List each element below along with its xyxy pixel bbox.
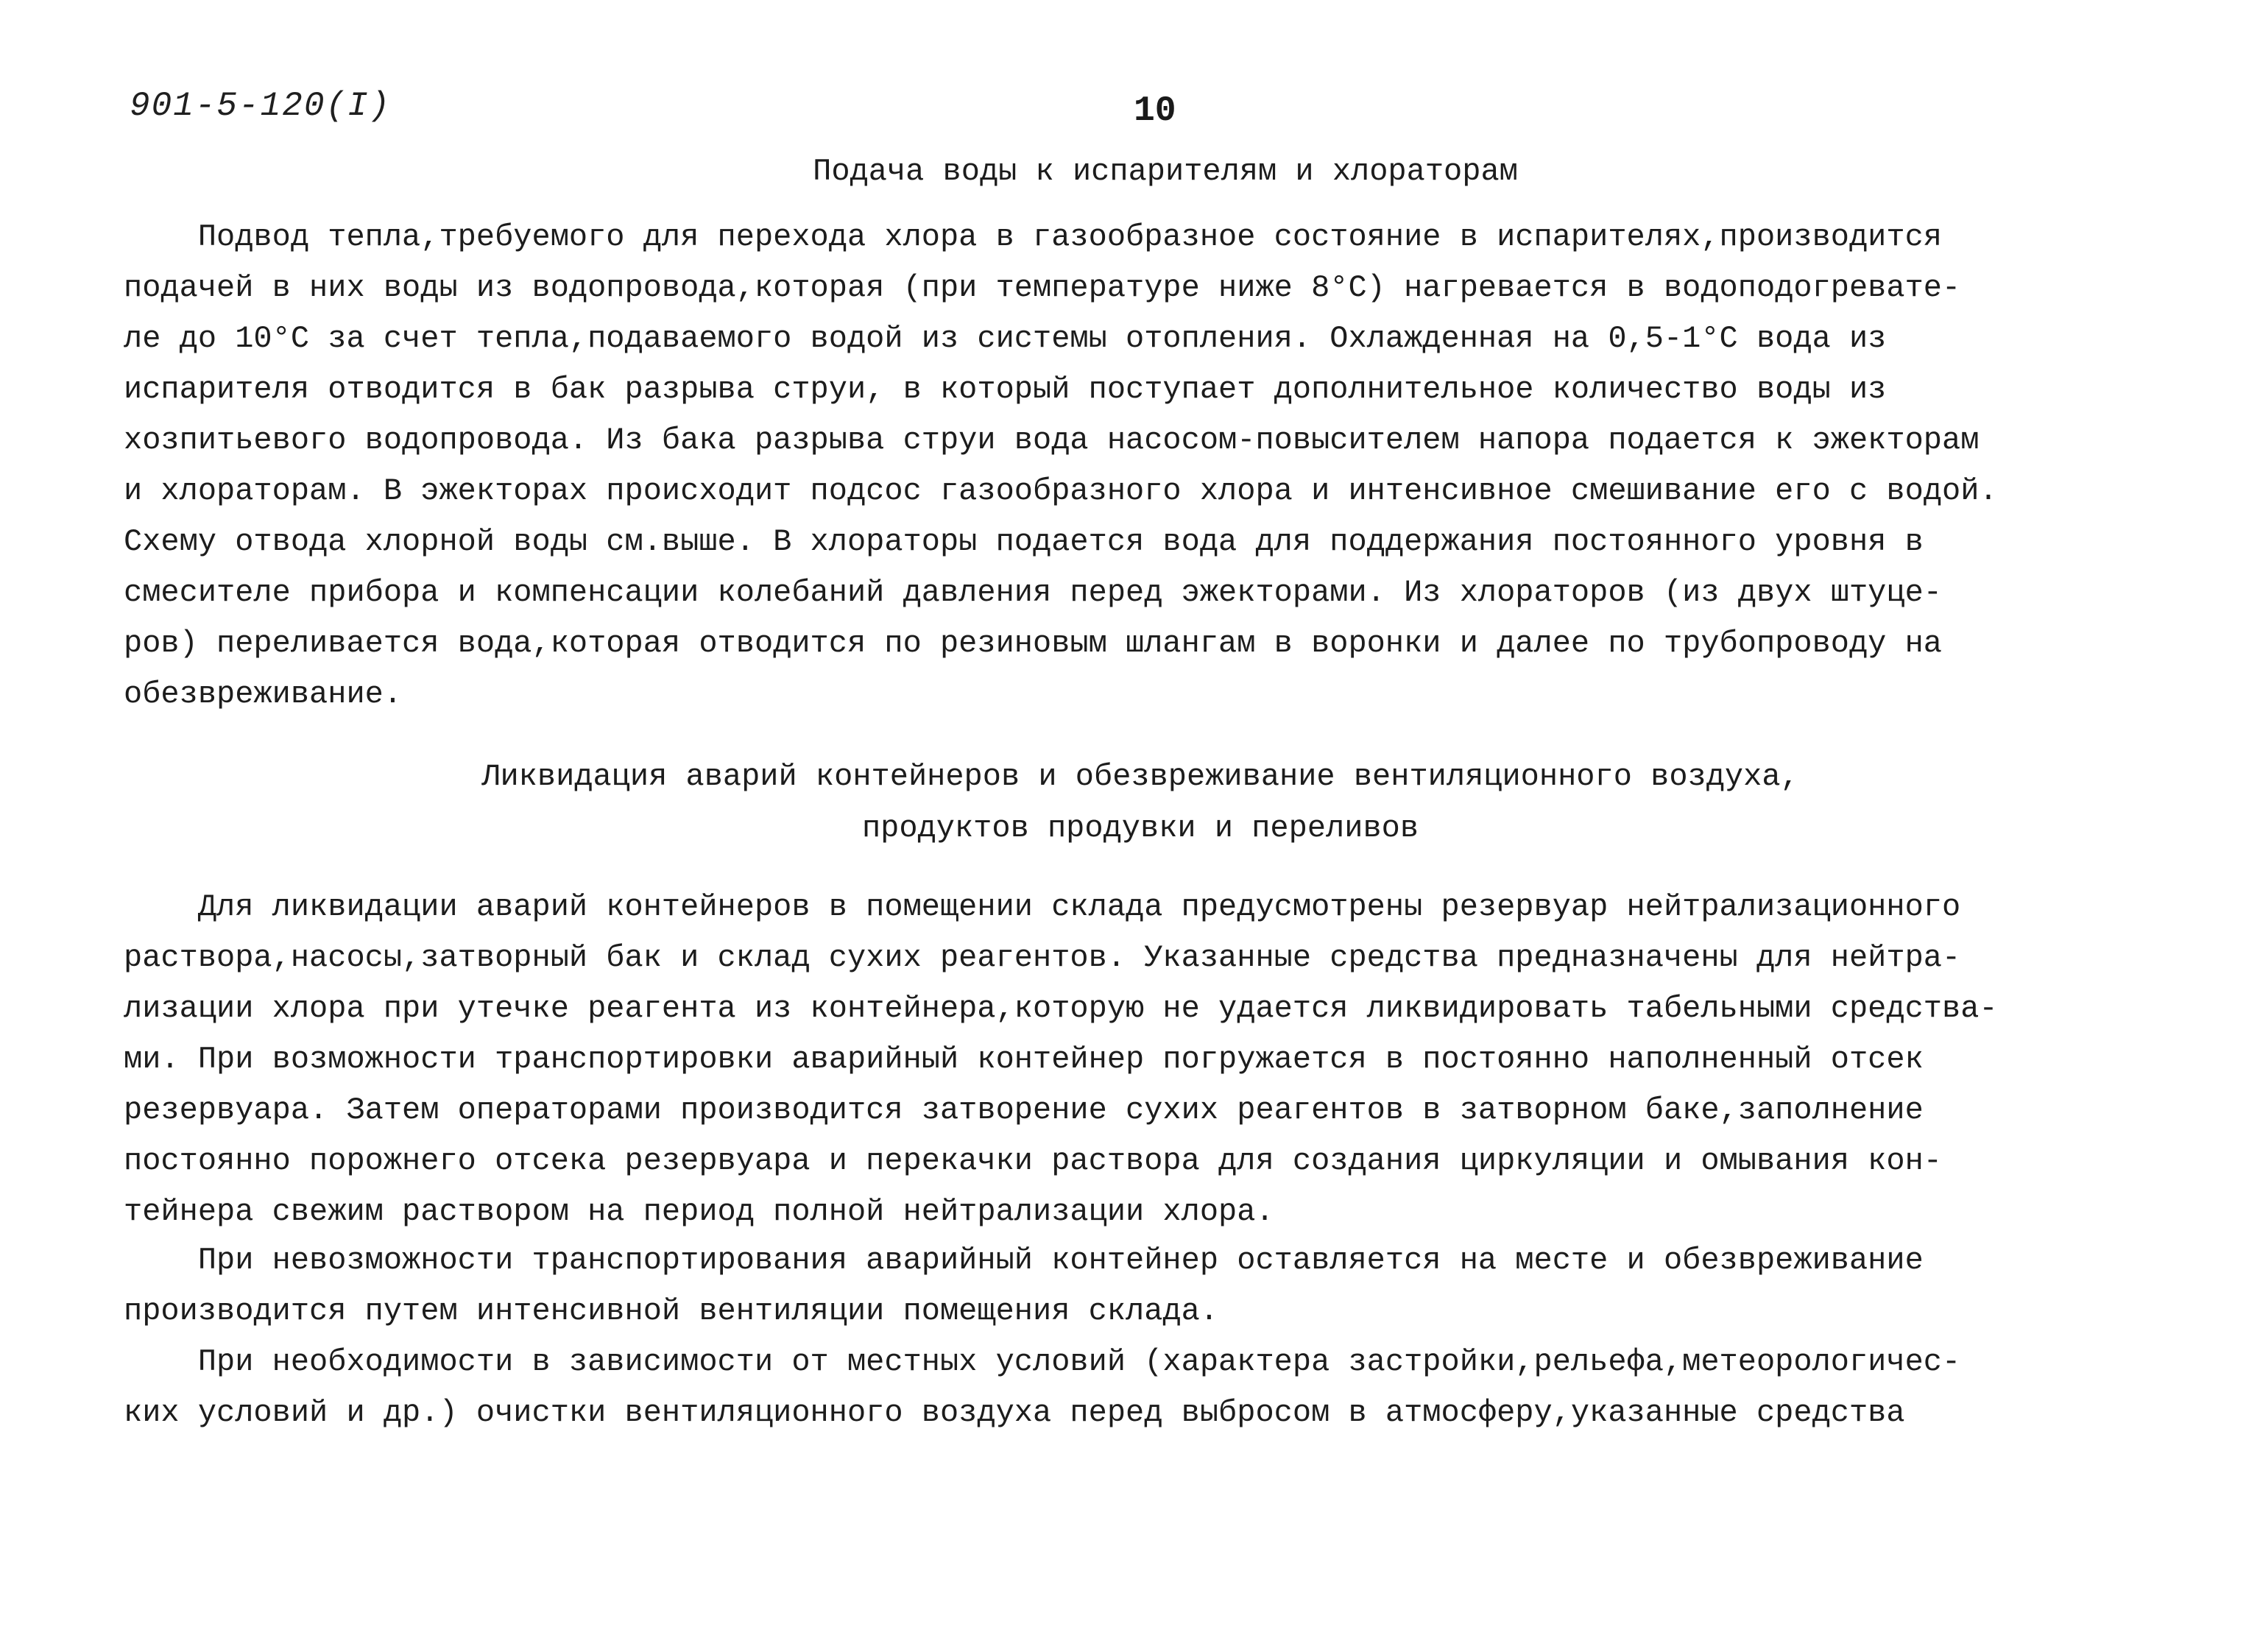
section-2-title-line-1: Ликвидация аварий контейнеров и обезвреживание вентиляционного воздуха,	[481, 759, 1799, 794]
section-2-paragraph-1	[124, 882, 1998, 1238]
text-line: При необходимости в зависимости от местных условий (характера застройки,рельефа,метеорологичес-	[124, 1344, 1961, 1380]
section-1-paragraph	[124, 212, 1998, 720]
text-line: тейнера свежим раствором на период полной нейтрализации хлора.	[124, 1194, 1274, 1229]
text-line: резервуара. Затем операторами производится затворение сухих реагентов в затворном баке,заполнение	[124, 1092, 1924, 1128]
page-number: 10	[1134, 91, 1176, 131]
text-line: постоянно порожнего отсека резервуара и перекачки раствора для создания циркуляции и омывания кон-	[124, 1143, 1943, 1179]
text-line: лизации хлора при утечке реагента из контейнера,которую не удается ликвидировать табельными средства-	[124, 991, 1998, 1026]
text-line: раствора,насосы,затворный бак и склад сухих реагентов. Указанные средства предназначены для нейтра-	[124, 940, 1961, 975]
text-line: ров) переливается вода,которая отводится по резиновым шлангам в воронки и далее по трубопроводу на	[124, 626, 1943, 661]
text-line: подачей в них воды из водопровода,которая (при температуре ниже 8°С) нагревается в водоподогревате-	[124, 270, 1961, 306]
text-line: Для ликвидации аварий контейнеров в помещении склада предусмотрены резервуар нейтрализационного	[124, 889, 1961, 925]
text-line: ких условий и др.) очистки вентиляционного воздуха перед выбросом в атмосферу,указанные средства	[124, 1395, 1905, 1430]
text-line: производится путем интенсивной вентиляции помещения склада.	[124, 1293, 1219, 1329]
text-line: Подвод тепла,требуемого для перехода хлора в газообразное состояние в испарителях,производится	[124, 219, 1943, 255]
text-line: Схему отвода хлорной воды см.выше. В хлораторы подается вода для поддержания постоянного уровня в	[124, 524, 1924, 560]
text-line: испарителя отводится в бак разрыва струи, в который поступает дополнительное количество воды из	[124, 372, 1887, 407]
text-line: При невозможности транспортирования аварийный контейнер оставляется на месте и обезвреживание	[124, 1243, 1924, 1278]
text-line: ле до 10°С за счет тепла,подаваемого водой из системы отопления. Охлажденная на 0,5-1°С вода из	[124, 321, 1887, 356]
section-2-title	[10, 751, 2260, 854]
text-line: хозпитьевого водопровода. Из бака разрыва струи вода насосом-повысителем напора подается к эжекторам	[124, 423, 1980, 458]
section-2-paragraph-3	[124, 1337, 1960, 1439]
text-line: и хлораторам. В эжекторах происходит подсос газообразного хлора и интенсивное смешивание его с водой.	[124, 473, 1998, 509]
text-line: обезвреживание.	[124, 677, 403, 712]
text-line: смесителе прибора и компенсации колебаний давления перед эжекторами. Из хлораторов (из двух штуце-	[124, 575, 1943, 610]
document-code: 901-5-120(I)	[130, 87, 392, 125]
section-2-paragraph-2	[124, 1235, 1924, 1337]
text-line: ми. При возможности транспортировки аварийный контейнер погружается в постоянно наполненный отсек	[124, 1042, 1924, 1077]
section-2-title-line-2: продуктов продувки и переливов	[861, 811, 1419, 846]
section-1-title: Подача воды к испарителям и хлораторам	[813, 154, 1518, 189]
